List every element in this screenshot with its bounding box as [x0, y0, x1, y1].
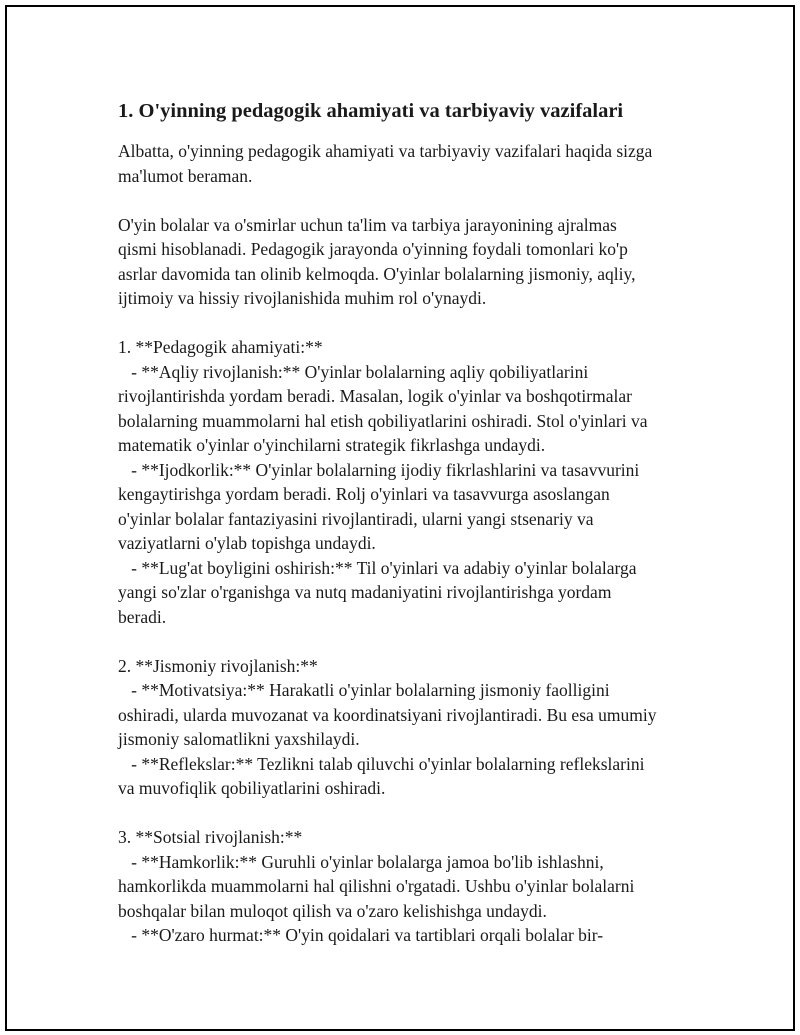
text-line: bolalarning muammolarni hal etish qobiliyatlarini oshiradi. Stol o'yinlari va: [118, 410, 648, 431]
text-line: jismoniy salomatlikni yaxshilaydi.: [118, 729, 360, 749]
text-line: va muvofiqlik qobiliyatlarini oshiradi.: [118, 778, 386, 798]
text-line: rivojlantirishda yordam beradi. Masalan, logik o'yinlar va boshqotirmalar: [118, 386, 632, 406]
text-line: 1. **Pedagogik ahamiyati:**: [118, 337, 323, 357]
text-line: ma'lumot beraman.: [118, 165, 253, 186]
text-line: - **Motivatsiya:** Harakatli o'yinlar bolalarning jismoniy faolligini: [118, 680, 610, 700]
text-line: - **Lug'at boyligini oshirish:** Til o'yinlari va adabiy o'yinlar bolalarga: [118, 557, 637, 578]
text-line: beradi.: [118, 606, 167, 627]
text-line: 3. **Sotsial rivojlanish:**: [118, 827, 303, 847]
document-text: [118, 139, 708, 948]
paragraph-gap: [118, 629, 708, 654]
text-line: hamkorlikda muammolarni hal qilishni o'rgatadi. Ushbu o'yinlar bolalarni: [118, 876, 635, 896]
text-line: vaziyatlarni o'ylab topishga undaydi.: [118, 533, 376, 553]
paragraph-gap: [118, 188, 708, 213]
paragraph-gap: [118, 311, 708, 336]
text-line: Albatta, o'yinning pedagogik ahamiyati va tarbiyaviy vazifalari haqida sizga: [118, 141, 653, 161]
text-line: - **Reflekslar:** Tezlikni talab qiluvchi o'yinlar bolalarning reflekslarini: [118, 753, 645, 774]
text-line: boshqalar bilan muloqot qilish va o'zaro kelishishga undaydi.: [118, 900, 547, 921]
page-frame: [5, 5, 795, 1031]
document-body: [118, 97, 708, 948]
text-line: - **O'zaro hurmat:** O'yin qoidalari va tartiblari orqali bolalar bir-: [118, 925, 604, 945]
text-line: o'yinlar bolalar fantaziyasini rivojlantiradi, ularni yangi stsenariy va: [118, 508, 594, 529]
text-line: matematik o'yinlar o'yinchilarni strategik fikrlashga undaydi.: [118, 435, 546, 455]
document-title: 1. O'yinning pedagogik ahamiyati va tarbiyaviy vazifalari: [118, 100, 624, 122]
text-line: qismi hisoblanadi. Pedagogik jarayonda o'yinning foydali tomonlari ko'p: [118, 239, 628, 259]
text-line: - **Hamkorlik:** Guruhli o'yinlar bolalarga jamoa bo'lib ishlashni,: [118, 851, 604, 872]
text-line: asrlar davomida tan olinib kelmoqda. O'yinlar bolalarning jismoniy, aqliy,: [118, 263, 636, 284]
paragraph-gap: [118, 801, 708, 826]
text-line: yangi so'zlar o'rganishga va nutq madaniyatini rivojlantirishga yordam: [118, 582, 612, 602]
text-line: O'yin bolalar va o'smirlar uchun ta'lim va tarbiya jarayonining ajralmas: [118, 214, 617, 235]
text-line: - **Ijodkorlik:** O'yinlar bolalarning ijodiy fikrlashlarini va tasavvurini: [118, 459, 640, 480]
text-line: ijtimoiy va hissiy rivojlanishida muhim rol o'ynaydi.: [118, 288, 487, 308]
text-line: - **Aqliy rivojlanish:** O'yinlar bolalarning aqliy qobiliyatlarini: [118, 361, 589, 382]
text-line: 2. **Jismoniy rivojlanish:**: [118, 655, 318, 676]
text-line: oshiradi, ularda muvozanat va koordinatsiyani rivojlantiradi. Bu esa umumiy: [118, 704, 657, 725]
text-line: kengaytirishga yordam beradi. Rolj o'yinlari va tasavvurga asoslangan: [118, 484, 610, 504]
